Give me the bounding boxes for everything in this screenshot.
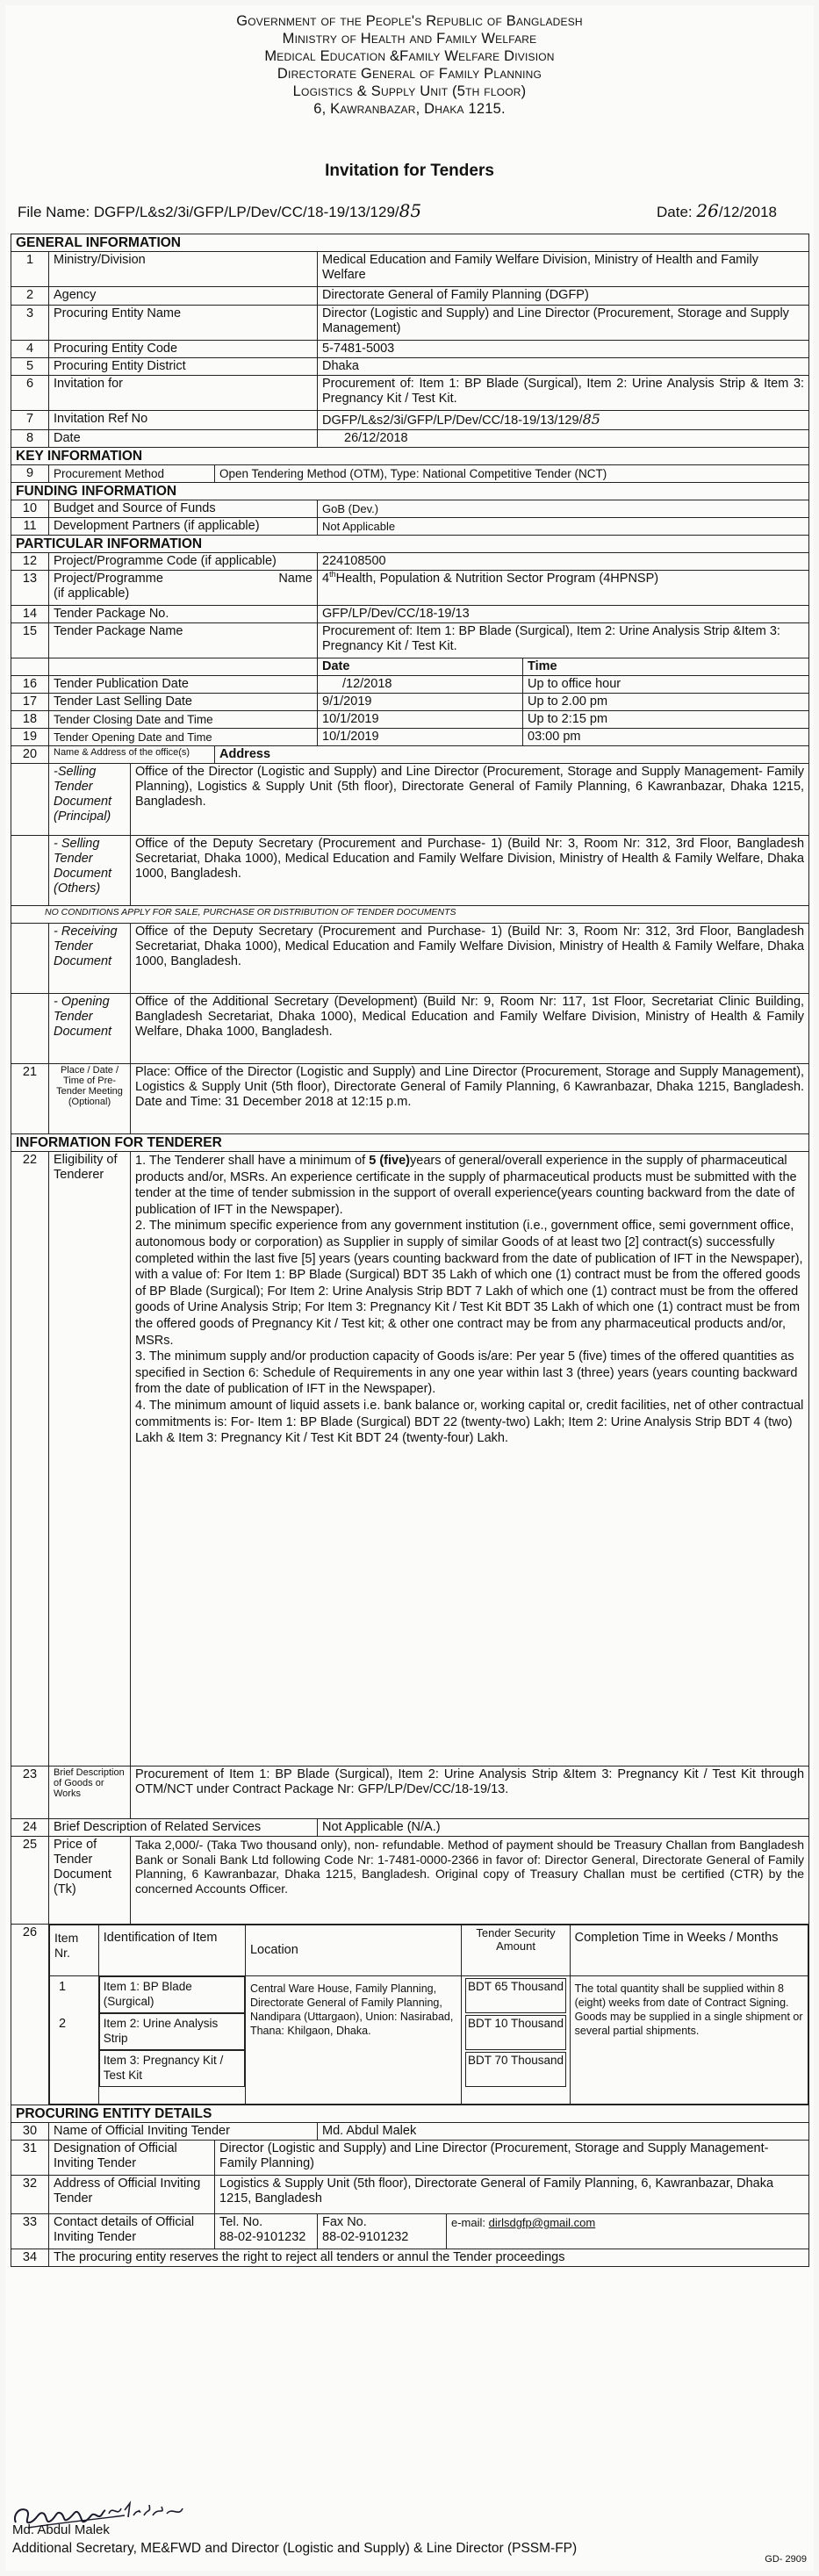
security-amount: BDT 10 Thousand <box>465 2015 565 2050</box>
section-procuring-entity-details: PROCURING ENTITY DETAILS <box>11 2105 809 2123</box>
row-number: 1 <box>11 252 49 287</box>
procuring-entity-name-value: Director (Logistic and Supply) and Line Director (Procurement, Storage and Supply Management) <box>318 306 809 341</box>
identification-header: Identification of Item <box>98 1925 245 1976</box>
row-number: 9 <box>11 465 49 483</box>
section-key-information: KEY INFORMATION <box>11 448 809 465</box>
development-partners-value: Not Applicable <box>318 518 809 536</box>
value-part: Health, Population & Nutrition Sector Program (4HPNSP) <box>335 572 659 586</box>
item-location: Central Ware House, Family Planning, Directorate General of Family Planning, Nandipara (Uttargaon), Union: Nasirabad, Thana: Khilgaon, Dhaka. <box>245 1976 461 2105</box>
location-header: Location <box>245 1925 461 1976</box>
row-label: Name of Official Inviting Tender <box>49 2123 318 2141</box>
row-label: Procurement Method <box>49 465 215 483</box>
row-number: 17 <box>11 694 49 711</box>
row-number: 11 <box>11 518 49 536</box>
item-name: Item 2: Urine Analysis Strip <box>99 2013 245 2050</box>
official-name-value: Md. Abdul Malek <box>318 2123 809 2141</box>
row-number: 21 <box>11 1064 49 1134</box>
publication-time: Up to office hour <box>523 676 809 694</box>
row-number: 8 <box>11 430 49 448</box>
date-value: 26/12/2018 <box>318 430 809 448</box>
security-header: Tender Security Amount <box>462 1925 570 1976</box>
label-part: (if applicable) <box>54 586 130 601</box>
row-number: 26 <box>11 1925 49 2105</box>
closing-date: 10/1/2019 <box>318 711 523 729</box>
completion-header: Completion Time in Weeks / Months <box>570 1925 808 1976</box>
letterhead-line: Government of the People's Republic of Bangladesh <box>236 13 583 29</box>
package-no-value: GFP/LP/Dev/CC/18-19/13 <box>318 606 809 623</box>
procuring-entity-code-value: 5-7481-5003 <box>318 341 809 358</box>
section-particular-information: PARTICULAR INFORMATION <box>11 536 809 553</box>
office-address: Office of the Director (Logistic and Supply) and Line Director (Procurement, Storage and Supply Management- Family Planning), Logistics & Supply Unit (5th floor), Directorate General of Family Planning, 6 Kawranbazar, Dhaka 1215, Bangladesh. <box>131 764 809 836</box>
label-part: Name <box>278 572 313 586</box>
row-number: 13 <box>11 571 49 606</box>
brief-description-value: Procurement of Item 1: BP Blade (Surgical), Item 2: Urine Analysis Strip &Item 3: Pregnancy Kit / Test Kit through OTM/NCT under Contract Package Nr: GFP/LP/Dev/CC/18-19/13. <box>131 1767 809 1819</box>
programme-name-value <box>318 571 809 606</box>
eligibility-value <box>131 1152 809 1767</box>
eligibility-para-4: 4. The minimum amount of liquid assets i.e. bank balance or, working capital or, credit facilities, net of other contractual commitments is: For- Item 1: BP Blade (Surgical) BDT 22 (twenty-two) Lakh; Item 2: Urine Analysis Strip BDT 4 (two) Lakh & Item 3: Pregnancy Kit / Test Kit BDT 24 (twenty-four) Lakh. <box>135 1398 804 1446</box>
page-title: Invitation for Tenders <box>325 162 494 180</box>
email-cell <box>447 2214 809 2249</box>
row-number: 7 <box>11 411 49 430</box>
agency-value: Directorate General of Family Planning (DGFP) <box>318 287 809 306</box>
last-selling-time: Up to 2.00 pm <box>523 694 809 711</box>
row-number: 23 <box>11 1767 49 1819</box>
row-number: 20 <box>11 746 49 764</box>
row-number: 31 <box>11 2141 49 2176</box>
row-number: 16 <box>11 676 49 694</box>
row-label: Address of Official Inviting Tender <box>49 2176 215 2214</box>
section-information-for-tenderer: INFORMATION FOR TENDERER <box>11 1134 809 1152</box>
blank-cell <box>11 658 49 676</box>
programme-name-label <box>54 572 313 586</box>
row-number: 19 <box>11 729 49 746</box>
row-label: Budget and Source of Funds <box>49 500 318 518</box>
text: years of general/overall experience in the supply of pharmaceutical products and/or, MSRs. An experience certificate in the supply of pharmaceutical products must be submitted with the tender at the time of tender submission in the support of overall experience(years counting backward from the date of publication of IFT in the Newspaper). <box>135 1154 797 1217</box>
row-label: Name & Address of the office(s) <box>49 746 215 764</box>
date-label: Date: <box>657 204 697 220</box>
pre-tender-meeting-value: Place: Office of the Director (Logistic and Supply) and Line Director (Procurement, Storage and Supply Management), Logistics & Supply Unit (5th floor), Directorate General of Family Planning, 6 Kawranbazar, Dhaka 1215, Bangladesh. Date and Time: 31 December 2018 at 12:15 p.m. <box>131 1064 809 1134</box>
row-label: Project/Programme Code (if applicable) <box>49 553 318 571</box>
fax-label: Fax No. <box>322 2215 367 2229</box>
last-selling-date: 9/1/2019 <box>318 694 523 711</box>
package-name-value: Procurement of: Item 1: BP Blade (Surgical), Item 2: Urine Analysis Strip &Item 3: Pregnancy Kit / Test Kit. <box>318 623 809 658</box>
row-label: Tender Package Name <box>49 623 318 658</box>
row-number: 30 <box>11 2123 49 2141</box>
reservation-note: The procuring entity reserves the right to reject all tenders or annul the Tender proceedings <box>49 2249 809 2267</box>
row-number: 10 <box>11 500 49 518</box>
row-number: 4 <box>11 341 49 358</box>
row-label: Invitation Ref No <box>49 411 318 430</box>
value-sup: th <box>329 570 336 579</box>
row-number: 12 <box>11 553 49 571</box>
row-label <box>49 571 318 606</box>
letterhead-line: Medical Education &Family Welfare Division <box>264 48 555 64</box>
official-designation-value: Director (Logistic and Supply) and Line Director (Procurement, Storage and Supply Management- Family Planning) <box>215 2141 809 2176</box>
official-address-value: Logistics & Supply Unit (5th floor), Directorate General of Family Planning, 6, Kawranbazar, Dhaka 1215, Bangladesh <box>215 2176 809 2214</box>
row-number: 24 <box>11 1819 49 1837</box>
item-nr <box>50 2050 98 2087</box>
programme-code-value: 224108500 <box>318 553 809 571</box>
time-header: Time <box>523 658 809 676</box>
tel-label: Tel. No. <box>219 2215 263 2229</box>
closing-time: Up to 2:15 pm <box>523 711 809 729</box>
ministry-division-value: Medical Education and Family Welfare Division, Ministry of Health and Family Welfare <box>318 252 809 287</box>
blank-cell <box>11 924 49 994</box>
handwritten-day: 26 <box>696 200 719 221</box>
text: 1. The Tenderer shall have a minimum of <box>135 1154 370 1168</box>
blank-cell <box>11 994 49 1064</box>
fax-value: 88-02-9101232 <box>322 2230 409 2244</box>
no-conditions-note: NO CONDITIONS APPLY FOR SALE, PURCHASE OR DISTRIBUTION OF TENDER DOCUMENTS <box>11 906 809 924</box>
row-number: 14 <box>11 606 49 623</box>
row-label: Invitation for <box>49 376 318 411</box>
row-label: Tender Opening Date and Time <box>49 729 318 746</box>
label-part: Project/Programme <box>54 572 163 586</box>
row-number: 22 <box>11 1152 49 1767</box>
tender-table <box>11 234 809 2267</box>
letterhead-line: Directorate General of Family Planning <box>277 66 542 82</box>
office-label: -Selling Tender Document (Principal) <box>49 764 131 836</box>
row-label: Procuring Entity Name <box>49 306 318 341</box>
file-name-line <box>18 200 803 221</box>
row-label: Agency <box>49 287 318 306</box>
office-address: Office of the Deputy Secretary (Procurement and Purchase- 1) (Build Nr: 3, Room Nr: 312, 3rd Floor, Bangladesh Secretariat, Dhaka 1000), Medical Education and Family Welfare Division, Ministry of Health & Family Welfare, Dhaka 1000, Bangladesh. <box>131 836 809 906</box>
identification-column <box>98 1976 245 2105</box>
row-label: Designation of Official Inviting Tender <box>49 2141 215 2176</box>
item-name: Item 3: Pregnancy Kit / Test Kit <box>99 2050 245 2087</box>
items-subtable-cell <box>49 1925 809 2105</box>
handwritten-ref-number: 85 <box>582 411 600 428</box>
row-number: 32 <box>11 2176 49 2214</box>
item-name: Item 1: BP Blade (Surgical) <box>99 1976 245 2013</box>
security-amount: BDT 65 Thousand <box>465 1978 565 2013</box>
section-general-information: GENERAL INFORMATION <box>11 234 809 252</box>
price-value: Taka 2,000/- (Taka Two thousand only), non- refundable. Method of payment should be Treasury Challan from Bangladesh Bank or Sonali Bank Ltd following Code Nr: 1-7481-0000-2366 in favor of: Director General, Directorate General of Family Planning, 6 Kawranbazar, Dhaka 1215, Bangladesh. Original copy of Treasury Challan must be certified (CTR) by the concerned Accounts Officer. <box>131 1837 809 1925</box>
invitation-ref-text: DGFP/L&s2/3i/GFP/LP/Dev/CC/18-19/13/129/ <box>322 414 583 428</box>
office-label: - Selling Tender Document (Others) <box>49 836 131 906</box>
date-rest: /12/2018 <box>718 204 777 220</box>
item-nr-header: Item Nr. <box>50 1925 99 1976</box>
district-value: Dhaka <box>318 358 809 376</box>
office-label: - Receiving Tender Document <box>49 924 131 994</box>
row-number: 6 <box>11 376 49 411</box>
document-date <box>657 200 777 221</box>
invitation-ref-value <box>318 411 809 430</box>
signer-name: Md. Abdul Malek <box>12 2522 110 2537</box>
tender-notice-page <box>5 5 814 2571</box>
date-header: Date <box>318 658 523 676</box>
eligibility-para-1 <box>135 1153 804 1218</box>
row-number: 2 <box>11 287 49 306</box>
row-number: 25 <box>11 1837 49 1925</box>
item-nr: 1 <box>59 1980 67 1994</box>
email-link[interactable]: dirlsdgfp@gmail.com <box>488 2216 596 2229</box>
address-header: Address <box>215 746 809 764</box>
tel-value: 88-02-9101232 <box>219 2230 306 2244</box>
value-part: 4 <box>322 572 330 586</box>
gd-code: GD- 2909 <box>765 2554 807 2565</box>
letterhead-line: Logistics & Supply Unit (5th floor) <box>292 83 527 99</box>
row-label: Brief Description of Goods or Works <box>49 1767 131 1819</box>
security-column <box>462 1976 570 2105</box>
office-address: Office of the Deputy Secretary (Procurement and Purchase- 1) (Build Nr: 3, Room Nr: 312, 3rd Floor, Bangladesh Secretariat, Dhaka 1000), Medical Education and Family Welfare Division, Ministry of Health & Family Welfare, Dhaka 1000, Bangladesh. <box>131 924 809 994</box>
row-label: Contact details of Official Inviting Tender <box>49 2214 215 2249</box>
eligibility-para-2: 2. The minimum specific experience from any government institution (i.e., government office, semi government office, autonomous body or corporation) as Supplier in supply of similar Goods of at least two [2] contract(s) successfully completed within the last five [5] years (years counting backward from the date of publication of IFT in the Newspaper), with a value of: For Item 1: BP Blade (Surgical) BDT 35 Lakh of which one (1) contract must be from the offered goods of BP Blade (Surgical); For Item 2: Urine Analysis Strip BDT 7 Lakh of which one (1) contract must be from the offered goods of Urine Analysis Strip; For Item 3: Pregnancy Kit / Test Kit BDT 35 Lakh of which one (1) contract must be from the offered goods of Pregnancy Kit / Test kit; & other one contract may be from any pharmaceutical products and/or, MSRs. <box>135 1219 803 1348</box>
blank-cell <box>49 658 318 676</box>
invitation-for-value: Procurement of: Item 1: BP Blade (Surgical), Item 2: Urine Analysis Strip & Item 3: Pregnancy Kit / Test Kit. <box>318 376 809 411</box>
email-label: e-mail: <box>451 2216 489 2229</box>
row-label: Tender Closing Date and Time <box>49 711 318 729</box>
fax-cell <box>318 2214 447 2249</box>
opening-time: 03:00 pm <box>523 729 809 746</box>
file-name: File Name: DGFP/L&s2/3i/GFP/LP/Dev/CC/18-19/13/129/ <box>18 204 399 220</box>
text: 5 (five) <box>369 1154 410 1168</box>
row-label: Price of Tender Document (Tk) <box>49 1837 131 1925</box>
security-amount: BDT 70 Thousand <box>465 2052 565 2087</box>
item-nr: 2 <box>59 2017 67 2031</box>
item-nr-column <box>50 1976 99 2105</box>
row-label: Procuring Entity District <box>49 358 318 376</box>
row-label: Development Partners (if applicable) <box>49 518 318 536</box>
row-label: Tender Last Selling Date <box>49 694 318 711</box>
signer-designation: Additional Secretary, ME&FWD and Director (Logistic and Supply) & Line Director (PSSM-FP) <box>12 2541 578 2556</box>
blank-cell <box>11 836 49 906</box>
completion-time: The total quantity shall be supplied within 8 (eight) weeks from date of Contract Signing. Goods may be supplied in a single shipment or several partial shipments. <box>570 1976 808 2105</box>
row-number: 3 <box>11 306 49 341</box>
publication-date: /12/2018 <box>318 676 523 694</box>
budget-value: GoB (Dev.) <box>318 500 809 518</box>
office-label: - Opening Tender Document <box>49 994 131 1064</box>
procurement-method-value: Open Tendering Method (OTM), Type: National Competitive Tender (NCT) <box>215 465 809 483</box>
row-label: Tender Publication Date <box>49 676 318 694</box>
row-label: Eligibility of Tenderer <box>49 1152 131 1767</box>
eligibility-para-3: 3. The minimum supply and/or production capacity of Goods is/are: Per year 5 (five) times of the offered quantities as specified in Section 6: Schedule of Requirements in any one year within last 3 (three) years (years counting backward from the date of publication of IFT in the Newspaper). <box>135 1349 798 1397</box>
related-services-value: Not Applicable (N/A.) <box>318 1819 809 1837</box>
row-label: Procuring Entity Code <box>49 341 318 358</box>
row-number: 15 <box>11 623 49 658</box>
section-funding-information: FUNDING INFORMATION <box>11 483 809 500</box>
opening-date: 10/1/2019 <box>318 729 523 746</box>
tel-cell <box>215 2214 318 2249</box>
row-number: 18 <box>11 711 49 729</box>
letterhead <box>5 5 814 118</box>
row-number: 33 <box>11 2214 49 2249</box>
row-number: 34 <box>11 2249 49 2267</box>
items-subtable <box>49 1925 808 2105</box>
letterhead-line: Ministry of Health and Family Welfare <box>282 31 537 47</box>
letterhead-line: 6, Kawranbazar, Dhaka 1215. <box>313 101 506 117</box>
row-label: Tender Package No. <box>49 606 318 623</box>
blank-cell <box>11 764 49 836</box>
row-label: Brief Description of Related Services <box>49 1819 318 1837</box>
row-number: 5 <box>11 358 49 376</box>
office-address: Office of the Additional Secretary (Development) (Build Nr: 9, Room Nr: 117, 1st Floor, Secretariat Clinic Building, Bangladesh Secretariat, Dhaka 1000), Medical Education and Family Welfare Division, Ministry of Health & Family Welfare, Dhaka 1000, Bangladesh. <box>131 994 809 1064</box>
row-label: Ministry/Division <box>49 252 318 287</box>
handwritten-file-number: 85 <box>399 200 422 221</box>
row-label: Place / Date / Time of Pre-Tender Meeting (Optional) <box>49 1064 131 1134</box>
row-label: Date <box>49 430 318 448</box>
